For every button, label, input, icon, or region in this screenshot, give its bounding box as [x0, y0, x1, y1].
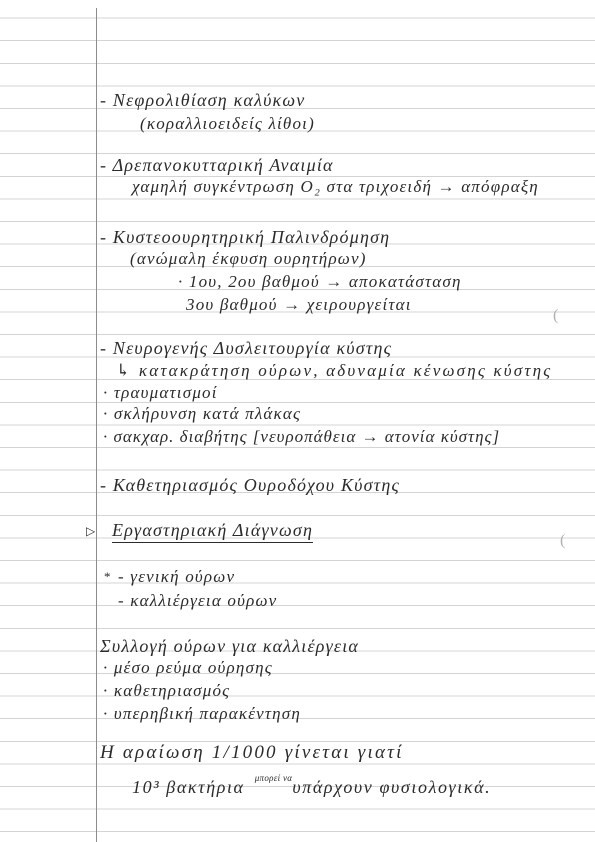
note-staghorn-stones: (κοραλλιοειδείς λίθοι) [140, 114, 315, 133]
pencil-margin-mark: ( [560, 532, 567, 549]
test-item-urine-culture: - καλλιέργεια ούρων [118, 591, 278, 610]
dilution-bacteria-count: 10³ βακτήρια [132, 777, 245, 797]
heading-nephrolithiasis: - Νεφρολιθίαση καλύκων [100, 90, 306, 110]
pencil-margin-mark: ( [553, 307, 560, 324]
margin-line [96, 8, 97, 842]
note-grade-1-2: · 1ου, 2ου βαθμού → αποκατάσταση [178, 272, 462, 291]
dilution-physiological: υπάρχουν φυσιολογικά. [292, 777, 492, 797]
note-low-oxygen-occlusion: χαμηλή συγκέντρωση Ο₂ στα τριχοειδή → απόφραξη [132, 177, 539, 196]
triangle-bullet-icon: ▷ [86, 524, 96, 538]
dilution-line-2 [132, 768, 491, 797]
asterisk-icon: * [104, 569, 112, 584]
dilution-insertion: μπορεί να [254, 773, 293, 783]
note-abnormal-ureter-insertion: (ανώμαλη έκφυση ουρητήρων) [130, 249, 367, 268]
note-grade-3: 3ου βαθμού → χειρουργείται [186, 295, 412, 314]
heading-lab-diagnosis: Εργαστηριακή Διάγνωση [112, 520, 313, 543]
heading-neurogenic-bladder: - Νευρογενής Δυσλειτουργία κύστης [100, 338, 393, 358]
heading-sickle-cell-anemia: - Δρεπανοκυτταρική Αναιμία [100, 155, 334, 175]
heading-vesicoureteral-reflux: - Κυστεοουρητηρική Παλινδρόμηση [100, 227, 391, 247]
test-item-urinalysis: - γενική ούρων [118, 567, 236, 586]
heading-bladder-catheterization: - Καθετηριασμός Ουροδόχου Κύστης [100, 475, 400, 495]
method-item-catheterization: · καθετηριασμός [103, 681, 231, 700]
method-item-midstream: · μέσο ρεύμα ούρησης [103, 658, 273, 677]
cause-item-diabetes: · σακχαρ. διαβήτης [νευροπάθεια → ατονία κύστης] [103, 427, 501, 446]
dilution-line-1: Η αραίωση 1/1000 γίνεται γιατί [100, 742, 404, 763]
method-item-suprapubic-aspiration: · υπερηβική παρακέντηση [103, 704, 302, 723]
cause-item-multiple-sclerosis: · σκλήρυνση κατά πλάκας [103, 404, 302, 423]
heading-urine-collection: Συλλογή ούρων για καλλιέργεια [100, 636, 360, 656]
cause-item-trauma: · τραυματισμοί [103, 383, 218, 402]
note-urinary-retention: ↳ κατακράτηση ούρων, αδυναμία κένωσης κύστης [116, 361, 553, 380]
